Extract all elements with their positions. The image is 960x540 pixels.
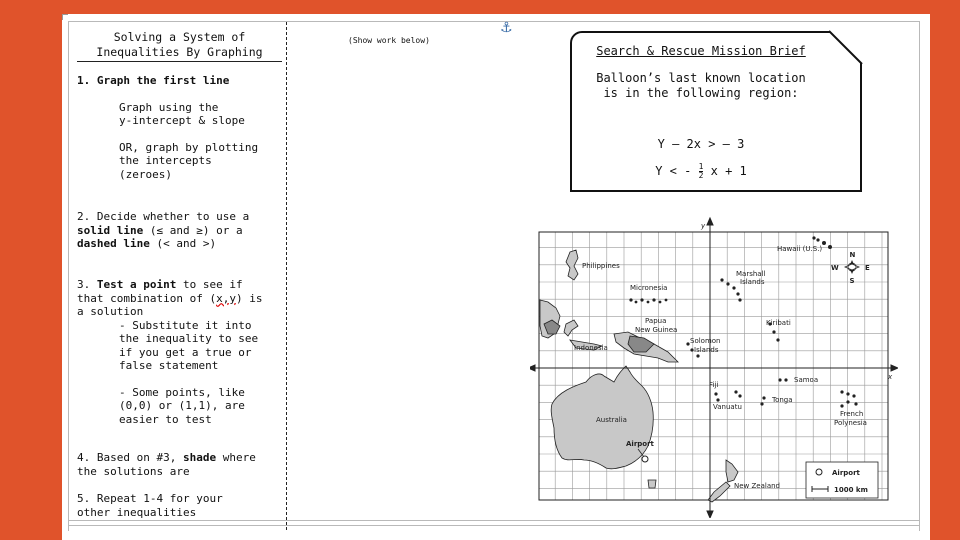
island-dot: [659, 301, 662, 304]
new-zealand-north: [726, 460, 738, 482]
label-philippines: Philippines: [582, 262, 620, 270]
island-dot: [852, 394, 855, 397]
page-left-rule: [68, 21, 69, 531]
island-dot: [778, 378, 781, 381]
island-dot: [762, 396, 765, 399]
island-dot: [772, 330, 775, 333]
show-work-note: (Show work below): [348, 36, 430, 45]
island-dot: [720, 278, 723, 281]
island-dot: [647, 301, 650, 304]
legend-airport-icon: [816, 469, 822, 475]
folded-corner-icon: [829, 30, 863, 64]
label-papua-2: New Guinea: [635, 326, 678, 334]
label-australia: Australia: [596, 416, 627, 424]
label-new-zealand: New Zealand: [734, 482, 780, 490]
island-dot: [726, 282, 729, 285]
brief-text: Balloon’s last known location is in the following region:: [596, 71, 806, 100]
island-dot: [846, 400, 849, 403]
label-tonga: Tonga: [772, 396, 793, 404]
label-fiji: Fiji: [709, 381, 719, 389]
island-dot: [840, 390, 843, 393]
column-divider: [286, 22, 287, 530]
compass-w: W: [831, 264, 839, 272]
label-solomon-2: Islands: [694, 346, 719, 354]
label-solomon-1: Solomon: [690, 337, 721, 345]
instructions-column: [77, 30, 282, 519]
island-dot: [828, 245, 832, 249]
island-dot: [665, 299, 668, 302]
inequality-2: Y < - $\frac{1}{2}$ x + 1: [655, 162, 747, 180]
label-papua-1: Papua: [645, 317, 667, 325]
page-right-rule: [919, 21, 920, 531]
label-micronesia: Micronesia: [630, 284, 668, 292]
label-indonesia: Indonesia: [574, 344, 608, 352]
island-dot: [736, 292, 739, 295]
step-1: 1. Graph the first line Graph using the y-intercept & slope OR, graph by plotting the intercepts (zeroes): [77, 74, 282, 181]
legend-scale-label: 1000 km: [834, 486, 868, 494]
island-dot: [738, 394, 741, 397]
island-dot: [812, 236, 815, 239]
island-dot: [784, 378, 787, 381]
x-axis-arrow-right: [891, 365, 898, 371]
label-marshall-1: Marshall: [736, 270, 766, 278]
compass-rose: [831, 251, 870, 285]
step-2: 2. Decide whether to use a solid line (≤ and ≥) or a dashed line (< and >): [77, 210, 250, 250]
label-samoa: Samoa: [794, 376, 819, 384]
label-airport: Airport: [626, 440, 654, 448]
step-3: 3. Test a point to see if that combination of (x,y) is a solution - Substitute it into the inequality to see if you get a true or false statement - Some points, like (0,0) or (1,1), are easier to test: [77, 278, 263, 426]
x-axis-label: x: [888, 373, 893, 381]
label-hawaii: Hawaii (U.S.): [777, 245, 823, 253]
page-bottom-rule: [68, 520, 920, 521]
label-vanuatu: Vanuatu: [713, 403, 742, 411]
island-dot: [846, 392, 849, 395]
step-1-heading: 1. Graph the first line: [77, 74, 230, 87]
island-dot: [776, 338, 779, 341]
island-dot: [696, 354, 699, 357]
new-zealand-south: [708, 482, 730, 502]
island-dot: [640, 298, 643, 301]
island-dot: [738, 298, 741, 301]
tasmania-shape: [648, 480, 656, 488]
legend-airport-label: Airport: [832, 469, 860, 477]
airport-icon: [642, 456, 648, 462]
compass-e: E: [865, 264, 870, 272]
label-kiribati: Kiribati: [766, 319, 791, 327]
compass-s: S: [849, 277, 855, 285]
brief-title: Search & Rescue Mission Brief: [596, 44, 806, 58]
island-dot: [635, 301, 638, 304]
page-top-rule: [68, 21, 920, 22]
island-dot: [760, 402, 763, 405]
inequality-1: Y – 2x > – 3: [657, 137, 745, 151]
y-axis-label: y: [701, 222, 706, 230]
y-axis-arrow-top: [707, 218, 713, 225]
island-dot: [816, 238, 819, 241]
island-dot: [629, 298, 632, 301]
label-marshall-2: Islands: [740, 278, 765, 286]
page-corner-mark: [62, 14, 68, 20]
island-dot: [716, 398, 719, 401]
label-french-2: Polynesia: [834, 419, 867, 427]
mission-brief-box: [570, 31, 862, 192]
compass-n: N: [849, 251, 856, 259]
island-dot: [822, 241, 826, 245]
island-dot: [732, 286, 735, 289]
island-dot: [854, 402, 857, 405]
page-bottom-rule-2: [68, 525, 920, 526]
label-french-1: French: [840, 410, 864, 418]
island-dot: [734, 390, 737, 393]
pacific-map: [530, 216, 898, 518]
island-dot: [840, 404, 843, 407]
map-legend: [806, 462, 878, 498]
x-axis-arrow-left: [530, 365, 535, 371]
worksheet-title: Solving a System of Inequalities By Graphing: [96, 30, 263, 59]
y-axis-arrow-bottom: [707, 511, 713, 518]
island-dot: [714, 392, 717, 395]
anchor-icon: ⚓: [500, 20, 513, 36]
step-5: 5. Repeat 1-4 for your other inequalities: [77, 492, 223, 519]
island-dot: [652, 298, 655, 301]
fraction-one-half: $\frac{1}{2}$: [698, 162, 704, 180]
title-underline: [77, 61, 282, 62]
step-4: 4. Based on #3, shade where the solutions are: [77, 451, 256, 478]
